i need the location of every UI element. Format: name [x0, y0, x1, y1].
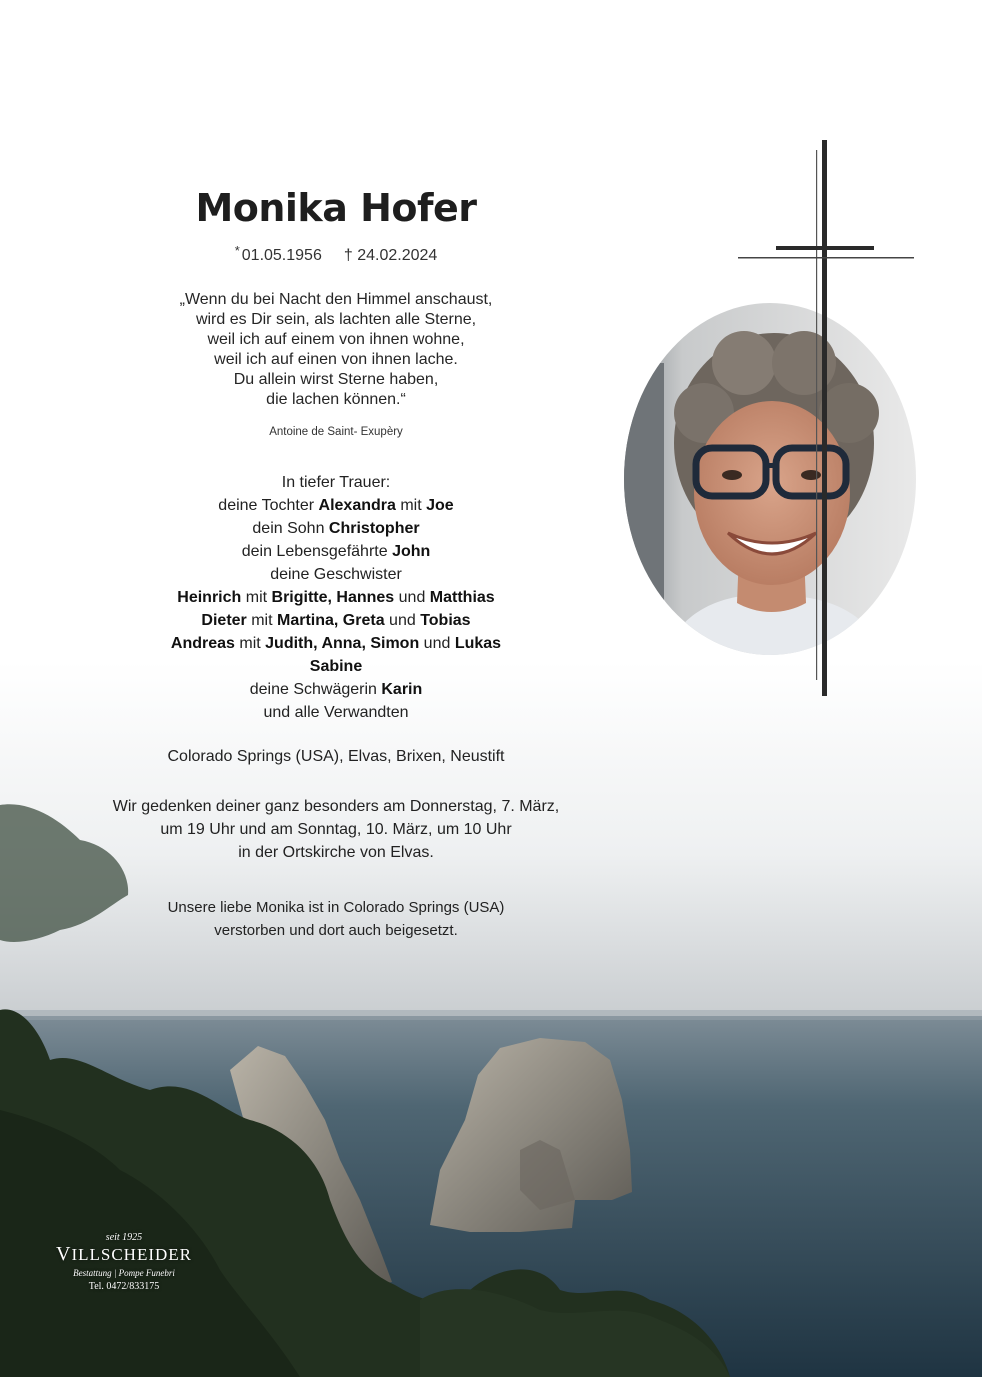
- logo-brand-initial: V: [56, 1243, 72, 1265]
- quote-line: weil ich auf einen von ihnen lache.: [214, 351, 458, 368]
- mourner-name: Judith, Anna, Simon: [265, 635, 420, 652]
- mourner-name: Sabine: [309, 658, 363, 675]
- birth-symbol: *: [234, 243, 240, 258]
- memorial-line: um 19 Uhr und am Sonntag, 10. März, um 10 Uhr: [160, 821, 512, 838]
- cross-icon: [736, 140, 916, 700]
- note-line: Unsere liebe Monika ist in Colorado Springs (USA): [167, 899, 505, 916]
- mourner-relation: deine Tochter: [218, 497, 319, 514]
- deceased-name: Monika Hofer: [195, 186, 477, 230]
- funeral-home-logo: [44, 1232, 204, 1292]
- mourner-relation: dein Lebensgefährte: [241, 543, 393, 560]
- memorial-line: Wir gedenken deiner ganz besonders am Donnerstag, 7. März,: [112, 798, 560, 815]
- mourner-line: [60, 494, 612, 517]
- mourner-line: [60, 655, 612, 678]
- mourner-line: [60, 701, 612, 724]
- quote-line: weil ich auf einem von ihnen wohne,: [207, 331, 465, 348]
- mourner-relation: und: [394, 589, 430, 606]
- mourner-name: Tobias: [420, 612, 471, 629]
- memorial-line: in der Ortskirche von Elvas.: [238, 844, 434, 861]
- quote-line: „Wenn du bei Nacht den Himmel anschaust,: [179, 291, 493, 308]
- mourners-intro: In tiefer Trauer:: [281, 474, 391, 491]
- mourner-relation: und: [384, 612, 421, 629]
- mourner-relation: dein Sohn: [252, 520, 329, 537]
- mourner-name: Dieter: [201, 612, 247, 629]
- mourner-name: Martina, Greta: [277, 612, 385, 629]
- mourner-line: [60, 609, 612, 632]
- mourners-list: [60, 471, 612, 724]
- mourner-line: [60, 678, 612, 701]
- mourner-line: [60, 632, 612, 655]
- quote-line: die lachen können.“: [266, 391, 406, 408]
- logo-brand-rest: ILLSCHEIDER: [71, 1245, 192, 1264]
- mourner-relation: mit: [246, 612, 277, 629]
- mourner-relation: deine Geschwister: [270, 566, 402, 583]
- places-line: Colorado Springs (USA), Elvas, Brixen, Neustift: [167, 748, 505, 765]
- mourner-name: Brigitte, Hannes: [271, 589, 395, 606]
- logo-subtitle: Bestattung | Pompe Funebri: [73, 1268, 175, 1278]
- mourner-relation: mit: [234, 635, 266, 652]
- quote-line: Du allein wirst Sterne haben,: [233, 371, 439, 388]
- birth-date: 01.05.1956: [241, 247, 322, 264]
- mourner-line: [60, 586, 612, 609]
- quote-block: [60, 290, 612, 410]
- life-dates: [60, 243, 612, 265]
- burial-note: [60, 896, 612, 942]
- mourner-name: Andreas: [170, 635, 235, 652]
- mourner-name: Matthias: [429, 589, 495, 606]
- mourner-line: [60, 517, 612, 540]
- mourner-name: John: [392, 543, 431, 560]
- death-symbol: †: [343, 247, 353, 264]
- mourner-relation: deine Schwägerin: [249, 681, 382, 698]
- mourner-line: [60, 540, 612, 563]
- note-line: verstorben und dort auch beigesetzt.: [214, 922, 458, 939]
- quote-author: Antoine de Saint- Exupèry: [269, 426, 403, 438]
- mourner-name: Joe: [426, 497, 454, 514]
- mourner-relation: und: [419, 635, 455, 652]
- mourner-line: [60, 563, 612, 586]
- quote-line: wird es Dir sein, als lachten alle Sterne,: [195, 311, 477, 328]
- mourner-relation: und alle Verwandten: [263, 704, 409, 721]
- mourner-name: Karin: [381, 681, 423, 698]
- mourner-name: Christopher: [328, 520, 420, 537]
- logo-phone: Tel. 0472/833175: [88, 1281, 160, 1292]
- mourner-name: Alexandra: [318, 497, 396, 514]
- logo-since: seit 1925: [105, 1232, 143, 1243]
- death-date: 24.02.2024: [357, 247, 438, 264]
- mourner-relation: mit: [395, 497, 427, 514]
- mourner-name: Lukas: [454, 635, 502, 652]
- memorial-block: [60, 795, 612, 864]
- mourner-name: Heinrich: [177, 589, 242, 606]
- logo-brand: [44, 1243, 204, 1266]
- mourner-relation: mit: [241, 589, 272, 606]
